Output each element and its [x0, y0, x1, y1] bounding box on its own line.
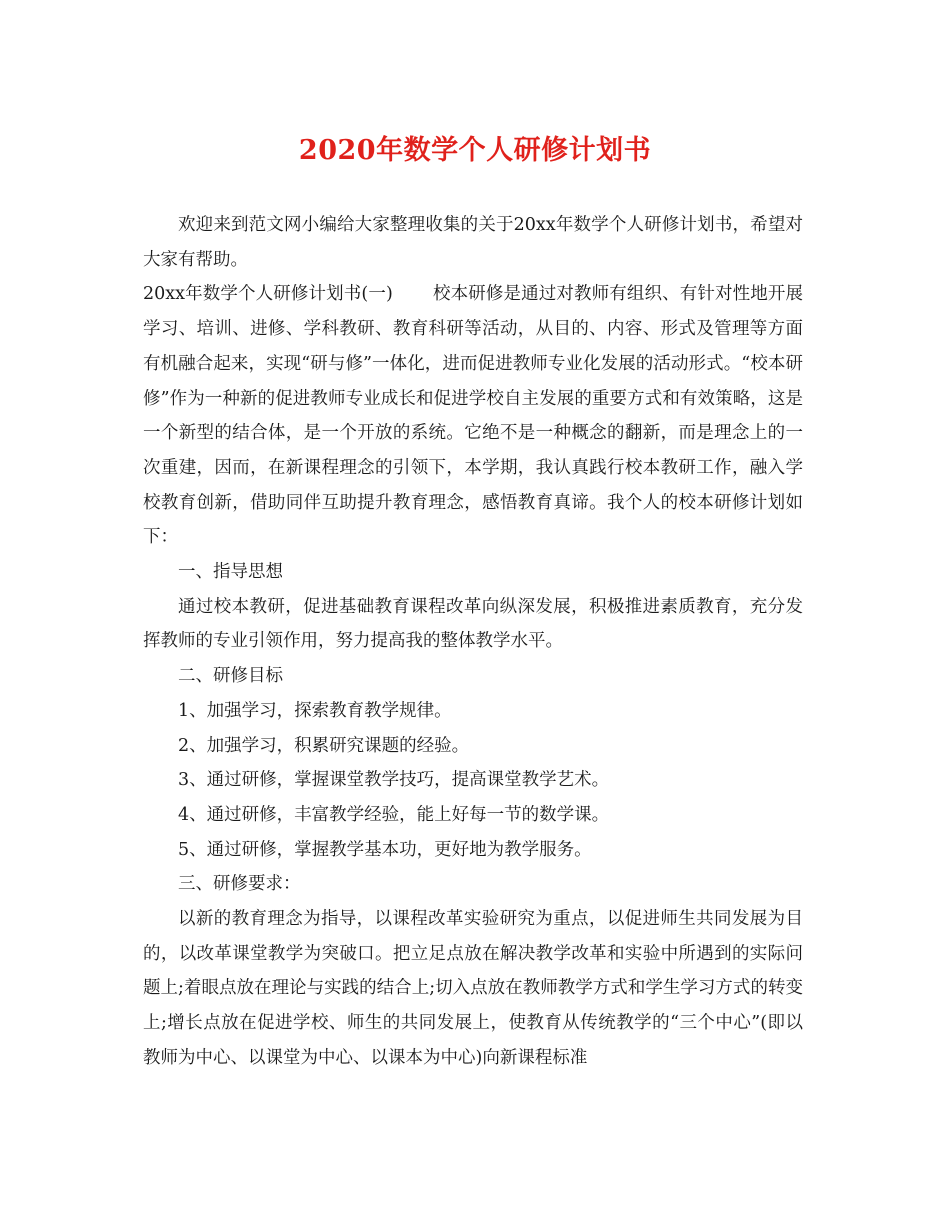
document-title: 2020年数学个人研修计划书: [298, 135, 652, 166]
plan-body: 校本研修是通过对教师有组织、有针对性地开展学习、培训、进修、学科教研、教育科研等活动，从目的、内容、形式及管理等方面有机融合起来，实现“研与修”一体化，进而促进教师专业化发展的活动形式。“校本研修”作为一种新的促进教师专业成长和促进学校自主发展的重要方式和有效策略，这是一个新型的结合体，是一个开放的系统。它绝不是一种概念的翻新，而是理念上的一次重建，因而，在新课程理念的引领下，本学期，我认真践行校本教研工作，融入学校教育创新，借助同伴互助提升教育理念，感悟教育真谛。我个人的校本研修计划如下：: [143, 284, 803, 548]
plan-heading: 20xx年数学个人研修计划书(一): [143, 284, 393, 305]
goal-item-2: 2、加强学习，积累研究课题的经验。: [178, 735, 470, 756]
intro-paragraph: 欢迎来到范文网小编给大家整理收集的关于20xx年数学个人研修计划书，希望对大家有帮助。: [143, 215, 803, 270]
section-heading-requirements: 三、研修要求：: [178, 874, 301, 895]
section-heading-goals: 二、研修目标: [178, 666, 283, 687]
section-body-guiding-ideas: 通过校本教研，促进基础教育课程改革向纵深发展，积极推进素质教育，充分发挥教师的专业引领作用，努力提高我的整体教学水平。: [143, 596, 803, 652]
plan-paragraph: [143, 277, 803, 555]
document-body: [143, 208, 803, 1076]
goal-item-4: 4、通过研修，丰富教学经验，能上好每一节的数学课。: [178, 804, 610, 825]
goal-item-3: 3、通过研修，掌握课堂教学技巧，提高课堂教学艺术。: [178, 770, 610, 791]
section-body-requirements: 以新的教育理念为指导，以课程改革实验研究为重点，以促进师生共同发展为目的，以改革课堂教学为突破口。把立足点放在解决教学改革和实验中所遇到的实际问题上;着眼点放在理论与实践的结合上;切入点放在教师教学方式和学生学习方式的转变上;增长点放在促进学校、师生的共同发展上，使教育从传统教学的“三个中心”(即以教师为中心、以课堂为中心、以课本为中心)向新课程标准: [143, 909, 803, 1068]
goal-item-5: 5、通过研修，掌握教学基本功，更好地为教学服务。: [178, 839, 592, 860]
goal-item-1: 1、加强学习，探索教育教学规律。: [178, 700, 452, 721]
section-heading-guiding-ideas: 一、指导思想: [178, 562, 283, 583]
